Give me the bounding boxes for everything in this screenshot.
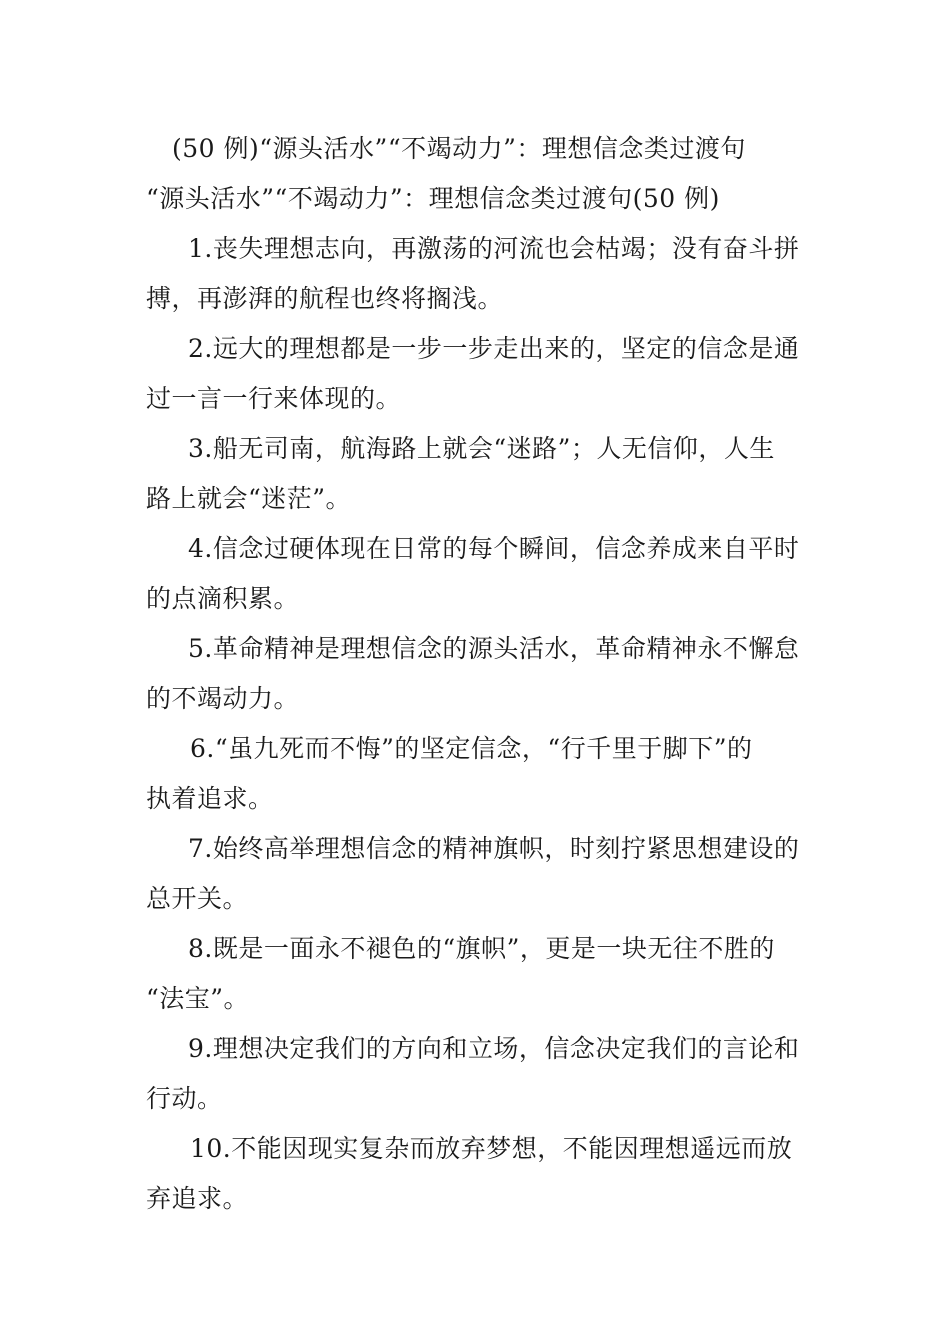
item-1-line-1: 1.丧失理想志向，再激荡的河流也会枯竭；没有奋斗拼	[188, 234, 800, 263]
item-10-line-1: 10.不能因现实复杂而放弃梦想，不能因理想遥远而放	[190, 1134, 793, 1163]
document-title-line-2: “源头活水”“不竭动力”：理想信念类过渡句(50 例)	[146, 184, 720, 213]
item-3-line-2: 路上就会“迷茫”。	[146, 484, 352, 513]
item-7-line-1: 7.始终高举理想信念的精神旗帜，时刻拧紧思想建设的	[188, 834, 800, 863]
item-9-line-2: 行动。	[146, 1084, 223, 1113]
item-4-line-2: 的点滴积累。	[146, 584, 300, 613]
document-title-line-1: (50 例)“源头活水”“不竭动力”：理想信念类过渡句	[172, 134, 746, 163]
item-5-line-2: 的不竭动力。	[146, 684, 300, 713]
item-5-line-1: 5.革命精神是理想信念的源头活水，革命精神永不懈怠	[188, 634, 800, 663]
item-6-line-1: 6.“虽九死而不悔”的坚定信念，“行千里于脚下”的	[190, 734, 753, 763]
item-7-line-2: 总开关。	[146, 884, 249, 913]
item-3-line-1: 3.船无司南，航海路上就会“迷路”；人无信仰，人生	[188, 434, 775, 463]
item-8-line-1: 8.既是一面永不褪色的“旗帜”，更是一块无往不胜的	[188, 934, 775, 963]
item-1-line-2: 搏，再澎湃的航程也终将搁浅。	[146, 284, 504, 313]
item-2-line-2: 过一言一行来体现的。	[146, 384, 402, 413]
item-8-line-2: “法宝”。	[146, 984, 250, 1013]
item-9-line-1: 9.理想决定我们的方向和立场，信念决定我们的言论和	[188, 1034, 800, 1063]
item-4-line-1: 4.信念过硬体现在日常的每个瞬间，信念养成来自平时	[188, 534, 800, 563]
item-2-line-1: 2.远大的理想都是一步一步走出来的，坚定的信念是通	[188, 334, 800, 363]
item-10-line-2: 弃追求。	[146, 1184, 249, 1213]
item-6-line-2: 执着追求。	[146, 784, 274, 813]
